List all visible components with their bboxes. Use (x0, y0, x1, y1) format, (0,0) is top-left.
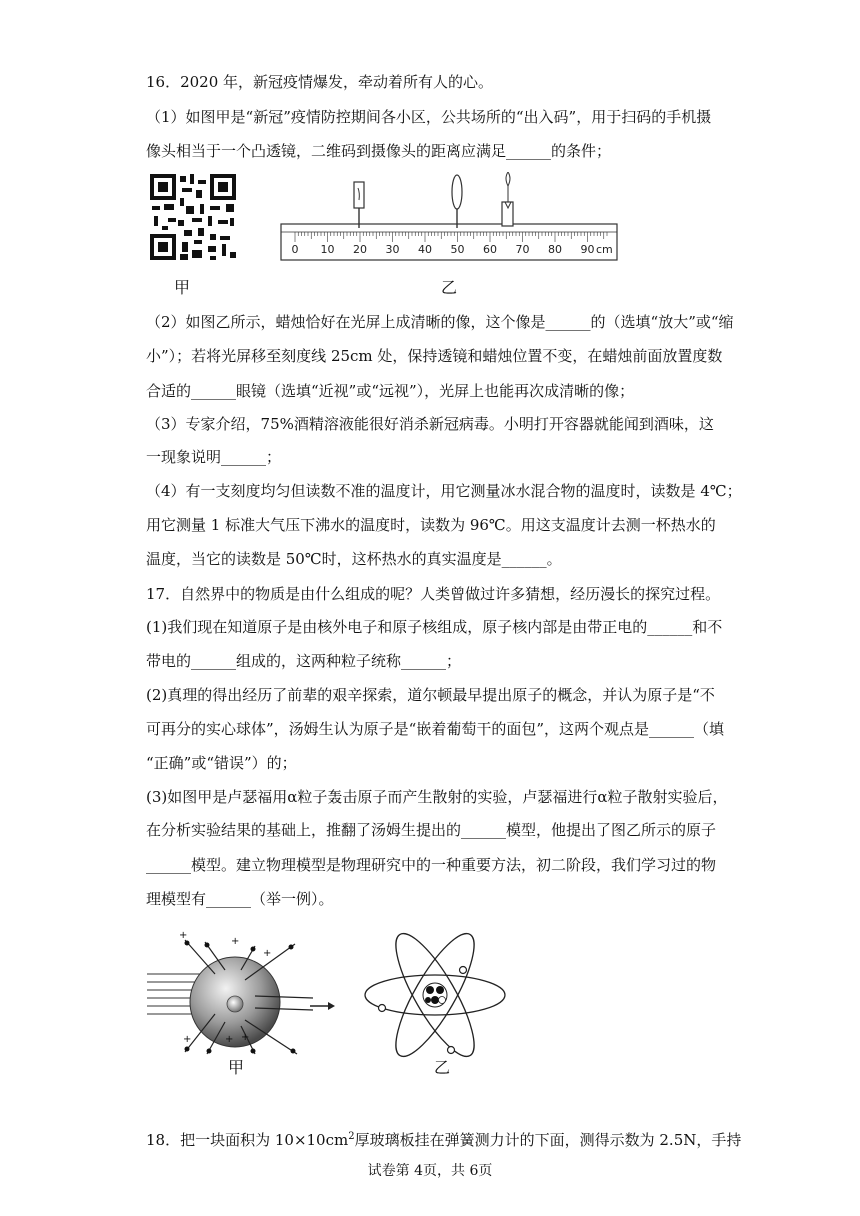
qr-code-figure (148, 172, 238, 262)
svg-text:+: + (241, 1032, 250, 1043)
q16-line-4: （2）如图乙所示，蜡烛恰好在光屏上成清晰的像，这个像是______的（选填“放大”或“缩 (146, 313, 734, 331)
ruler-tick-label: 0 (291, 243, 299, 256)
q18-text-post: 厚玻璃板挂在弹簧测力计的下面，测得示数为 2.5N，手持 (354, 1131, 742, 1149)
page-footer: 试卷第 4页，共 6页 (367, 1163, 493, 1179)
q17-line-10: 理模型有______（举一例）。 (146, 890, 334, 908)
svg-text:+: + (183, 1034, 192, 1045)
q18-text-pre: 18．把一块面积为 10×10cm (146, 1131, 349, 1149)
atom-model-figure (360, 930, 510, 1060)
ruler-tick-label: 20 (353, 243, 367, 256)
q17-line-2: (1)我们现在知道原子是由核外电子和原子核组成，原子核内部是由带正电的______和不 (146, 618, 723, 636)
q16-line-5: 小”）；若将光屏移至刻度线 25cm 处，保持透镜和蜡烛位置不变，在蜡烛前面放置度数 (146, 347, 723, 365)
q16-line-3: 像头相当于一个凸透镜，二维码到摄像头的距离应满足______的条件； (146, 142, 612, 160)
arrow-icon (310, 1000, 336, 1012)
ruler-tick-label: 60 (483, 243, 497, 256)
q16-line-8: 一现象说明______； (146, 448, 282, 466)
q17-line-1: 17．自然界中的物质是由什么组成的呢？人类曾做过许多猜想，经历漫长的探究过程。 (146, 585, 721, 603)
q17-line-9: ______模型。建立物理模型是物理研究中的一种重要方法，初二阶段，我们学习过的物 (146, 856, 717, 874)
q17-line-3: 带电的______组成的，这两种粒子统称______； (146, 652, 462, 670)
q18-superscript: 2 (348, 1131, 355, 1142)
alpha-scattering-figure (145, 930, 315, 1060)
ruler-unit: cm (596, 243, 613, 256)
svg-text:+: + (263, 948, 272, 959)
q17-line-8: 在分析实验结果的基础上，推翻了汤姆生提出的______模型，他提出了图乙所示的原子 (146, 821, 717, 839)
light-screen (354, 182, 364, 228)
ruler-tick-label: 50 (450, 243, 465, 256)
ruler-tick-label: 40 (418, 243, 432, 256)
q18-line-1 (146, 1127, 741, 1150)
svg-text:+: + (225, 1034, 234, 1045)
q17-line-7: (3)如图甲是卢瑟福用α粒子轰击原子而产生散射的实验，卢瑟福进行α粒子散射实验后， (146, 788, 728, 806)
q16-line-7: （3）专家介绍，75%酒精溶液能很好消杀新冠病毒。小明打开容器就能闻到酒味，这 (146, 415, 714, 433)
svg-text:+: + (179, 930, 188, 941)
ruler-tick-label: 10 (320, 243, 335, 256)
svg-text:+: + (231, 936, 240, 947)
figure-jia-label-q16: 甲 (174, 278, 191, 297)
q16-line-11: 温度，当它的读数是 50℃时，这杯热水的真实温度是______。 (146, 550, 562, 568)
q17-line-5: 可再分的实心球体”，汤姆生认为原子是“嵌着葡萄干的面包”，这两个观点是______（填 (146, 720, 725, 738)
q16-line-6: 合适的______眼镜（选填“近视”或“远视”），光屏上也能再次成清晰的像； (146, 382, 635, 400)
q16-line-1: 16．2020 年，新冠疫情爆发，牵动着所有人的心。 (146, 73, 494, 91)
q16-line-10: 用它测量 1 标准大气压下沸水的温度时，读数为 96℃。用这支温度计去测一杯热水的 (146, 516, 716, 534)
q17-line-6: “正确”或“错误”）的； (146, 754, 297, 772)
figure-yi-label-q17: 乙 (434, 1058, 451, 1077)
ruler-tick-label: 70 (515, 243, 530, 256)
ruler-tick-label: 90 (580, 243, 595, 256)
q17-line-4: (2)真理的得出经历了前辈的艰辛探索，道尔顿最早提出原子的概念，并认为原子是“不 (146, 686, 715, 704)
q16-line-2: （1）如图甲是“新冠”疫情防控期间各小区，公共场所的“出入码”，用于扫码的手机摄 (146, 108, 712, 126)
ruler-tick-label: 80 (548, 243, 562, 256)
figure-jia-label-q17: 甲 (228, 1058, 245, 1077)
candle (502, 172, 513, 226)
ruler-tick-label: 30 (385, 243, 400, 256)
optical-bench-figure (280, 172, 625, 264)
convex-lens (452, 175, 462, 228)
figure-yi-label-q16: 乙 (441, 278, 458, 297)
q16-line-9: （4）有一支刻度均匀但读数不准的温度计，用它测量冰水混合物的温度时，读数是 4℃； (146, 482, 742, 500)
